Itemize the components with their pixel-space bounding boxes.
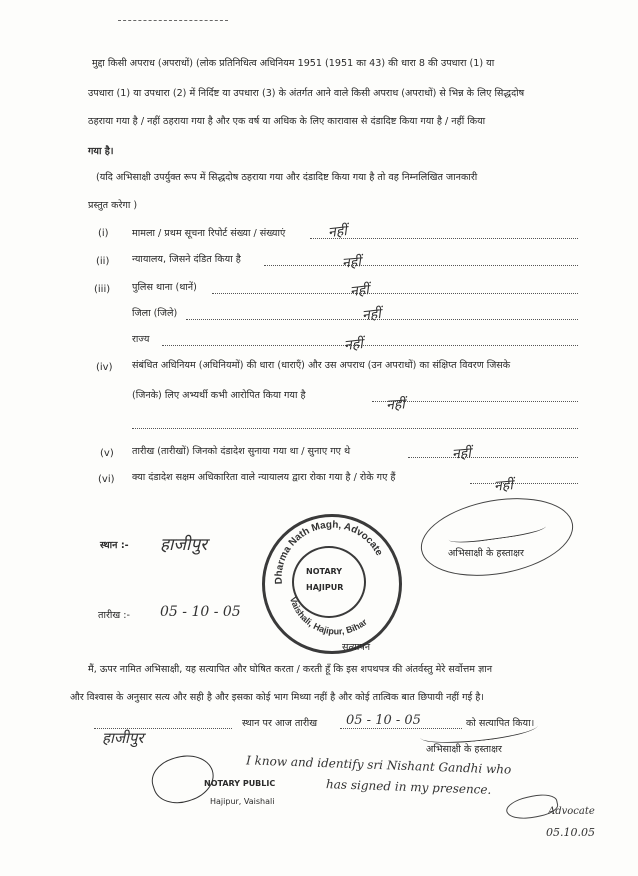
item-ii-answer: नहीं (341, 254, 362, 272)
item-vi-number: (vi) (98, 474, 115, 485)
date-value: 05 - 10 - 05 (160, 604, 241, 620)
item-iii-state-label: राज्य (132, 334, 150, 345)
para2-line1: (यदि अभिसाक्षी उपर्युक्त रूप में सिद्धदोष ठहराया गया और दंडादिष्ट किया गया है तो वह निम्नलिखित जानकारी (96, 172, 478, 183)
item-iii-answer: नहीं (349, 282, 370, 300)
para1-line1: मुद्दा किसी अपराध (अपराधों) (लोक प्रतिनिधित्व अधिनियम 1951 (1951 का 43) की धारा 8 की उपधारा (1) या (92, 58, 495, 69)
item-vi-answer: नहीं (493, 477, 514, 495)
item-i-number: (i) (98, 228, 109, 239)
stamp-outer-text: Dharma Nath Magh, Advocate (273, 519, 385, 585)
verification-place-handwritten: हाजीपुर (102, 729, 144, 747)
advocate-signature-scribble (504, 791, 559, 823)
item-vi-fill-line (470, 483, 578, 484)
item-iii-state-answer: नहीं (343, 336, 364, 354)
notary-small-stamp-line2: Hajipur, Vaishali (210, 797, 275, 806)
item-v-fill-line (408, 457, 578, 458)
verification-line3-mid: स्थान पर आज तारीख (242, 718, 318, 729)
handwritten-note-line1: I know and identify sri Nishant Gandhi who (245, 753, 512, 777)
para1-line2: उपधारा (1) या उपधारा (2) में निर्दिष्ट या उपधारा (3) के अंतर्गत आने वाले किसी अपराध (अपराधों) से भिन्न के लिए सिद्धदोष (88, 88, 525, 99)
item-iii-state-fill-line (162, 345, 578, 346)
item-iii-district-label: जिला (जिले) (132, 308, 178, 319)
stamp-side-text: Vaishali, Hajipur, Bihar (288, 595, 369, 637)
item-v-label: तारीख (तारीखों) जिनको दंडादेश सुनाया गया था / सुनाए गए थे (132, 446, 351, 457)
item-ii-label: न्यायालय, जिसने दंडित किया है (132, 254, 241, 265)
verification-sign-label: अभिसाक्षी के हस्ताक्षर (426, 744, 502, 755)
item-v-number: (v) (100, 448, 114, 459)
deponent-signature-label: अभिसाक्षी के हस्ताक्षर (448, 548, 524, 559)
verification-line1: मैं, ऊपर नामित अभिसाक्षी, यह सत्यापित और घोषित करता / करती हूँ कि इस शपथपत्र की अंतर्वस्तु मेरे सर्वोत्तम ज्ञान (88, 664, 493, 675)
item-iv-answer: नहीं (385, 396, 406, 414)
handwritten-note-line2: has signed in my presence. (325, 777, 492, 797)
item-i-label: मामला / प्रथम सूचना रिपोर्ट संख्या / संख्याएं (132, 228, 286, 239)
item-iii-number: (iii) (94, 284, 111, 295)
item-iii-district-answer: नहीं (361, 306, 382, 324)
verification-line2: और विश्वास के अनुसार सत्य और सही है और इसका कोई भाग मिथ्या नहीं है और कोई तात्विक बात छिपायी नहीं गई है। (70, 692, 484, 703)
verification-line3-end: को सत्यापित किया। (466, 718, 535, 729)
top-scribble (118, 20, 228, 21)
place-value: हाजीपुर (160, 535, 208, 555)
stamp-inner-line1: NOTARY (306, 567, 343, 576)
para1-line3: ठहराया गया है / नहीं ठहराया गया है और एक वर्ष या अधिक के लिए कारावास से दंडादिष्ट किया गया है / नहीं किया (88, 116, 486, 127)
svg-text:Vaishali, Hajipur, Bihar (288, 596, 369, 637)
para1-line4: गया है। (88, 146, 114, 157)
verification-date-value: 05 - 10 - 05 (346, 713, 421, 728)
notary-small-stamp-line1: NOTARY PUBLIC (204, 779, 276, 788)
item-ii-fill-line (264, 265, 578, 266)
verification-heading: सत्यापन (342, 642, 371, 653)
handwritten-advocate: Advocate (548, 806, 595, 817)
item-i-fill-line (310, 238, 578, 239)
item-iv-number: (iv) (96, 362, 113, 373)
stamp-inner-line2: HAJIPUR (306, 583, 344, 592)
item-iii-fill-line (212, 293, 578, 294)
date-label: तारीख :- (98, 610, 130, 621)
item-iv-label-line1: संबंधित अधिनियम (अधिनियमों) की धारा (धाराएँ) और उस अपराध (उन अपराधों) का संक्षिप्त विवरण जिसके (132, 360, 511, 371)
place-label: स्थान :- (100, 540, 129, 551)
item-iv-fill-line-2 (132, 428, 578, 429)
item-iv-label-line2: (जिनके) लिए अभ्यर्थी कभी आरोपित किया गया है (132, 390, 306, 401)
item-i-answer: नहीं (327, 223, 348, 241)
item-vi-label: क्या दंडादेश सक्षम अधिकारिता वाले न्यायालय द्वारा रोका गया है / रोके गए हैं (132, 472, 396, 483)
para2-line2: प्रस्तुत करेगा ) (88, 200, 138, 211)
item-v-answer: नहीं (451, 445, 472, 463)
item-iii-district-fill-line (186, 319, 578, 320)
item-ii-number: (ii) (96, 256, 110, 267)
item-iii-label: पुलिस थाना (थानें) (132, 282, 197, 293)
handwritten-date: 05.10.05 (546, 826, 595, 839)
